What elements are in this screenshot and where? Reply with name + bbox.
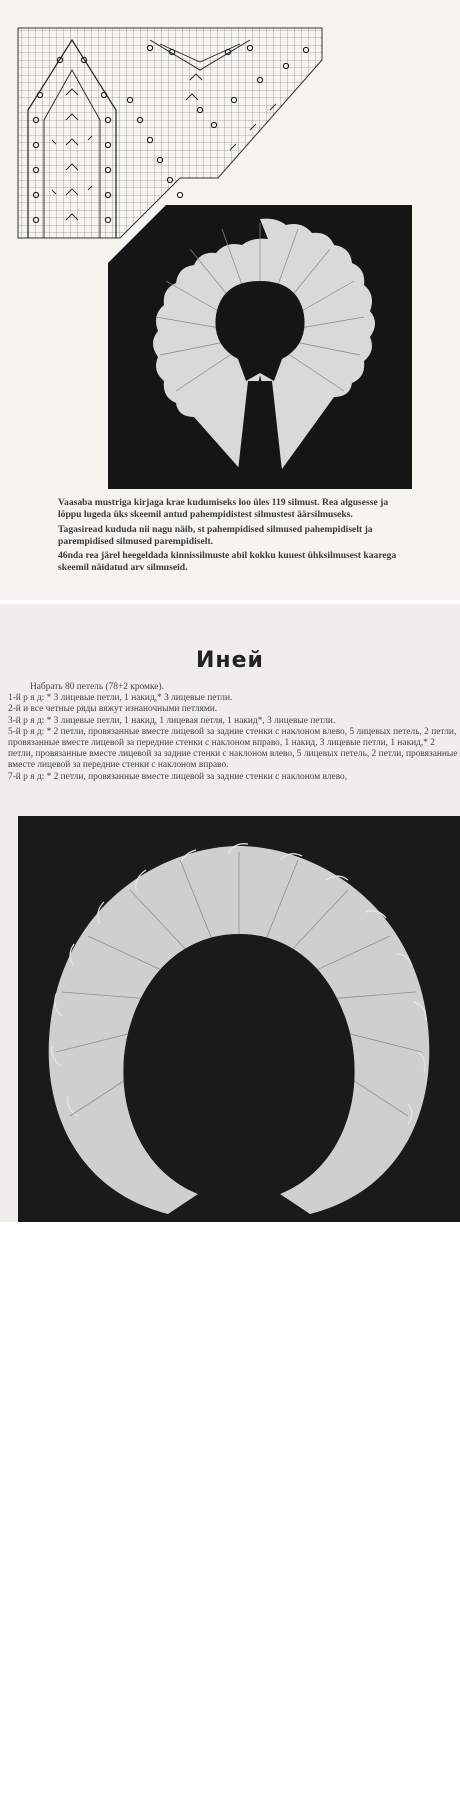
bottom-page bbox=[0, 604, 460, 1812]
instruction-line: 7-й р я д: * 2 петли, провязанные вместе лицевой за задние стенки с наклоном влево, bbox=[8, 771, 348, 782]
top-page bbox=[0, 0, 460, 604]
collar-photo-2 bbox=[18, 816, 460, 1222]
description-paragraph: Vaasaba mustriga kirjaga krae kudumiseks loo üles 119 silmust. Rea algusesse ja lõppu lugeda üks skeemil antud pahempidistest silmustest äärsilmuseks. bbox=[58, 497, 389, 521]
description-paragraph: 46nda rea järel heegeldada kinnissilmuste abil kokku kuuest ühksilmusest kaarega skeemil näidatud arv silmuseid. bbox=[58, 550, 397, 574]
page-title: Иней bbox=[196, 648, 264, 673]
description-paragraph: Tagasiread kududa nii nagu näib, st pahempidised silmused pahempidiselt ja parempidised silmused parempidiselt. bbox=[58, 523, 373, 547]
scheme-description bbox=[58, 497, 398, 577]
knitting-instructions bbox=[8, 682, 460, 783]
instruction-line: 3-й р я д: * 3 лицевые петли, 1 накид, 1 лицевая петля, 1 накид*, 3 лицевые петли. bbox=[8, 715, 336, 726]
instruction-line: Набрать 80 петель (78+2 кромке). bbox=[30, 682, 164, 692]
instruction-line: 2-й и все четные ряды вяжут изнаночными петлями. bbox=[8, 704, 218, 715]
watermark bbox=[272, 1782, 380, 1812]
instruction-line: 1-й р я д: * 3 лицевые петли, 1 накид,* 3 лицевые петли. bbox=[8, 693, 233, 704]
instruction-line: 5-й р я д: * 2 петли, провязанные вместе лицевой за задние стенки с наклоном влево, 5 лицевых петель, 2 петли, провязанные вместе лицевой за передние стенки с наклоном вправо, 1 накид, 3 лицевые петли, 1 накид,* 2 петли, провязанные вместе лицевой за задние стенки с наклоном влево, 5 лицевых петель, 2 петли, провязанные вместе лицевой за передние стенки с наклоном вправо. bbox=[8, 726, 458, 771]
collar-photo-1 bbox=[108, 205, 412, 489]
watermark-tld: .ru bbox=[358, 1790, 381, 1809]
watermark-brand: postila bbox=[272, 1782, 359, 1812]
